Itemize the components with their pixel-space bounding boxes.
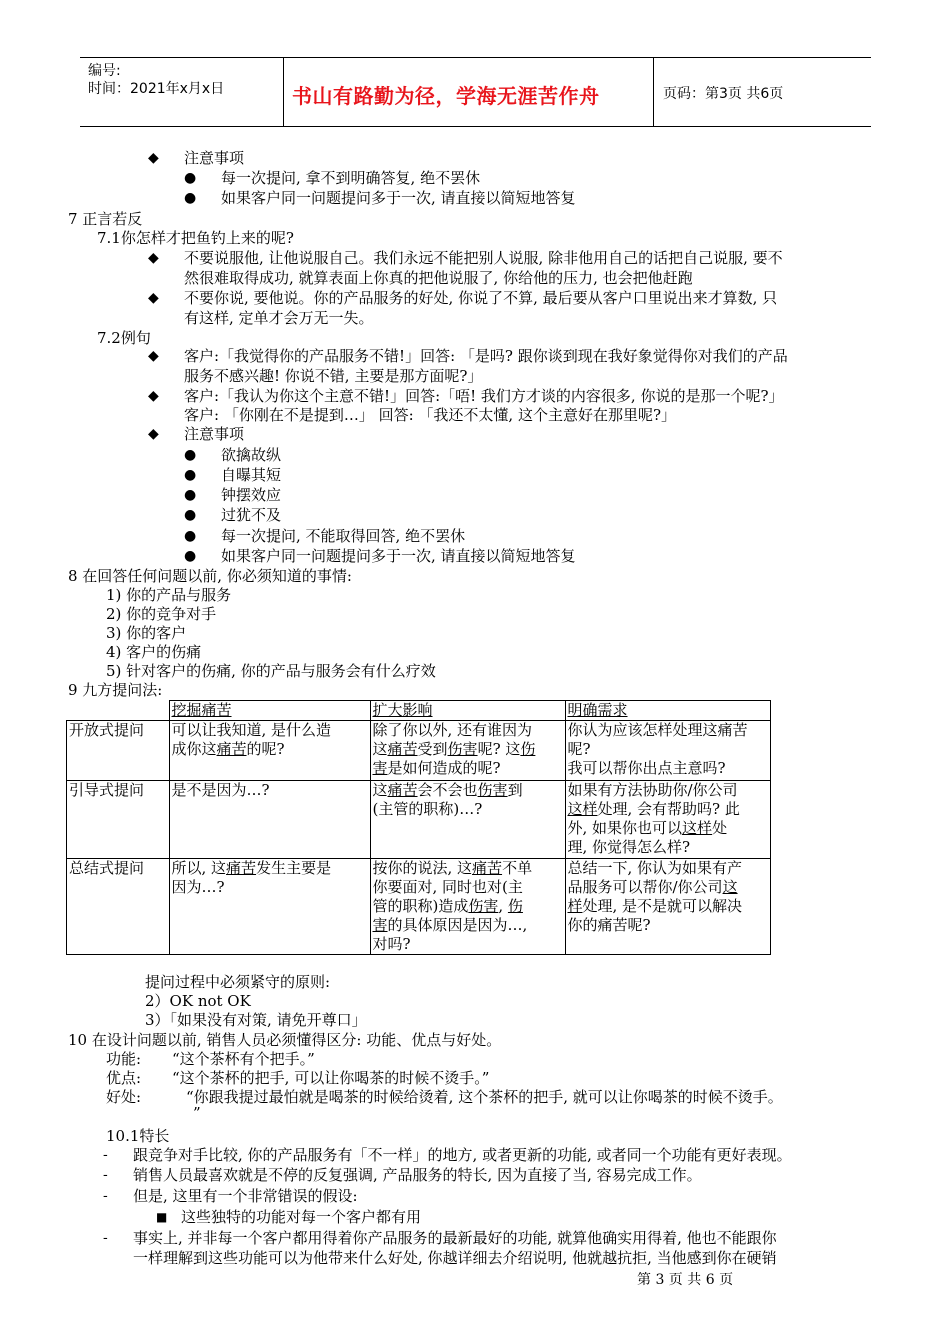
dot-bullet-icon: ● — [184, 507, 197, 523]
header-motto: 书山有路勤为径，学海无涯苦作舟 — [292, 84, 600, 108]
paragraph-line: 有这样, 定单才会万无一失。 — [184, 309, 374, 327]
number-label: 编号: — [88, 63, 121, 79]
table-cell: 所以, 这痛苦发生主要是 因为…? — [169, 859, 370, 955]
table-row — [67, 701, 771, 721]
table-cell: 除了你以外, 还有谁因为 这痛苦受到伤害呢? 这伤 害是如何造成的呢? — [370, 721, 565, 781]
dot-bullet-icon: ● — [184, 467, 197, 483]
nine-questions-table — [66, 700, 771, 955]
list-item: 每一次提问, 不能取得回答, 绝不罢休 — [221, 527, 466, 545]
paragraph-line: 销售人员最喜欢就是不停的反复强调, 产品服务的特长, 因为直接了当, 容易完成工作。 — [133, 1166, 702, 1184]
paragraph-line: 客户:「我觉得你的产品服务不错!」回答: 「是吗? 跟你谈到现在我好象觉得你对我们的产品 — [184, 347, 788, 365]
list-item: 3) 你的客户 — [106, 624, 187, 642]
list-item: 钟摆效应 — [221, 486, 282, 504]
benefit-close: ” — [193, 1104, 201, 1122]
table-cell: 你认为应该怎样处理这痛苦 呢? 我可以帮你出点主意吗? — [565, 721, 770, 781]
table-cell: 按你的说法, 这痛苦不单 你要面对, 同时也对(主 管的职称)造成伤害, 伤 害的具体原因是因为…, 对吗? — [370, 859, 565, 955]
list-item: 4) 客户的伤痛 — [106, 643, 202, 661]
paragraph-line: 一样理解到这些功能可以为他带来什么好处, 你越详细去介绍说明, 他就越抗拒, 当他感到你在硬销 — [133, 1249, 777, 1267]
list-item: 如果客户同一问题提问多于一次, 请直接以简短地答复 — [221, 189, 576, 207]
note-title: 注意事项 — [184, 149, 245, 167]
dash-bullet-icon: - — [103, 1230, 108, 1246]
dot-bullet-icon: ● — [184, 487, 197, 503]
feature-label: 功能: — [106, 1050, 142, 1068]
paragraph-line: 然很难取得成功, 就算表面上你真的把他说服了, 你给他的压力, 也会把他赶跑 — [184, 269, 693, 287]
list-item: 欲擒故纵 — [221, 446, 282, 464]
table-row — [67, 721, 771, 781]
paragraph-line: 服务不感兴趣! 你说不错, 主要是那方面呢?」 — [184, 367, 483, 385]
principles-title: 提问过程中必须紧守的原则: — [145, 973, 331, 991]
dash-bullet-icon: - — [103, 1188, 108, 1204]
paragraph-line: 跟竞争对手比较, 你的产品服务有「不一样」的地方, 或者更新的功能, 或者同一个功能有更好表现。 — [133, 1146, 792, 1164]
section-title: 10 在设计问题以前, 销售人员必须懂得区分: 功能、优点与好处。 — [68, 1031, 502, 1049]
table-cell: 总结一下, 你认为如果有产 品服务可以帮你/你公司这 样处理, 是不是就可以解决 你的痛苦呢? — [565, 859, 770, 955]
diamond-bullet-icon: ◆ — [148, 250, 159, 266]
dot-bullet-icon: ● — [184, 190, 197, 206]
column-header: 明确需求 — [565, 701, 770, 721]
paragraph-line: 不要说服他, 让他说服自己。我们永远不能把别人说服, 除非他用自己的话把自己说服, 要不 — [184, 249, 783, 267]
paragraph-line: 不要你说, 要他说。你的产品服务的好处, 你说了不算, 最后要从客户口里说出来才算数, 只 — [184, 289, 778, 307]
diamond-bullet-icon: ◆ — [148, 426, 159, 442]
dash-bullet-icon: - — [103, 1167, 108, 1183]
diamond-bullet-icon: ◆ — [148, 150, 159, 166]
table-row — [67, 781, 771, 859]
list-item: 3）「如果没有对策, 请免开尊口」 — [145, 1011, 367, 1029]
paragraph-line: 客户:「我认为你这个主意不错!」回答:「唔! 我们方才谈的内容很多, 你说的是那一个呢?」 — [184, 387, 784, 405]
diamond-bullet-icon: ◆ — [148, 290, 159, 306]
list-item: 1) 你的产品与服务 — [106, 586, 232, 604]
list-item: 如果客户同一问题提问多于一次, 请直接以简短地答复 — [221, 547, 576, 565]
advantage-text: “这个茶杯的把手, 可以让你喝茶的时候不烫手。” — [172, 1069, 490, 1087]
benefit-text: “你跟我提过最怕就是喝茶的时候给烫着, 这个茶杯的把手, 就可以让你喝茶的时候不烫手。 — [186, 1088, 783, 1106]
list-item: 2) 你的竞争对手 — [106, 605, 217, 623]
list-item: 自曝其短 — [221, 466, 282, 484]
diamond-bullet-icon: ◆ — [148, 348, 159, 364]
dot-bullet-icon: ● — [184, 528, 197, 544]
row-label: 引导式提问 — [67, 781, 170, 859]
page-footer: 第 3 页 共 6 页 — [637, 1272, 734, 1288]
row-label: 开放式提问 — [67, 721, 170, 781]
table-cell: 可以让我知道, 是什么造 成你这痛苦的呢? — [169, 721, 370, 781]
paragraph-line: 但是, 这里有一个非常错误的假设: — [133, 1187, 358, 1205]
subsection-title: 10.1特长 — [106, 1127, 170, 1145]
subsection-title: 7.1你怎样才把鱼钓上来的呢? — [97, 229, 294, 247]
table-cell: 如果有方法协助你/你公司 这样处理, 会有帮助吗? 此 外, 如果你也可以这样处 理, 你觉得怎么样? — [565, 781, 770, 859]
list-item: 5) 针对客户的伤痛, 你的产品与服务会有什么疗效 — [106, 662, 436, 680]
paragraph-line: 这些独特的功能对每一个客户都有用 — [181, 1208, 422, 1226]
diamond-bullet-icon: ◆ — [148, 388, 159, 404]
paragraph-line: 事实上, 并非每一个客户都用得着你产品服务的最新最好的功能, 就算他确实用得着, 他也不能跟你 — [133, 1229, 777, 1247]
header-left — [88, 62, 224, 98]
advantage-label: 优点: — [106, 1069, 142, 1087]
section-title: 7 正言若反 — [68, 210, 143, 228]
row-label: 总结式提问 — [67, 859, 170, 955]
section-title: 8 在回答任何问题以前, 你必须知道的事情: — [68, 567, 352, 585]
dot-bullet-icon: ● — [184, 548, 197, 564]
time-label: 时间：2021年x月x日 — [88, 81, 225, 97]
page-header — [80, 57, 871, 127]
dot-bullet-icon: ● — [184, 170, 197, 186]
benefit-label: 好处: — [106, 1088, 142, 1106]
column-header: 挖掘痛苦 — [169, 701, 370, 721]
dash-bullet-icon: - — [103, 1147, 108, 1163]
header-page-label: 页码：第3页 共6页 — [663, 86, 784, 102]
note-title: 注意事项 — [184, 425, 245, 443]
table-cell: 是不是因为…? — [169, 781, 370, 859]
list-item: 每一次提问, 拿不到明确答复, 绝不罢休 — [221, 169, 481, 187]
column-header: 扩大影响 — [370, 701, 565, 721]
feature-text: “这个茶杯有个把手。” — [172, 1050, 315, 1068]
list-item: 2）OK not OK — [145, 992, 251, 1010]
section-title: 9 九方提问法: — [68, 681, 163, 699]
table-cell: 这痛苦会不会也伤害到 (主管的职称)…? — [370, 781, 565, 859]
header-divider — [653, 58, 654, 126]
paragraph-line: 客户: 「你刚在不是提到…」 回答: 「我还不太懂, 这个主意好在那里呢?」 — [184, 406, 676, 424]
subsection-title: 7.2例句 — [97, 329, 151, 347]
list-item: 过犹不及 — [221, 506, 282, 524]
header-divider — [283, 58, 284, 126]
square-bullet-icon: ■ — [156, 1210, 168, 1224]
table-row — [67, 859, 771, 955]
dot-bullet-icon: ● — [184, 447, 197, 463]
